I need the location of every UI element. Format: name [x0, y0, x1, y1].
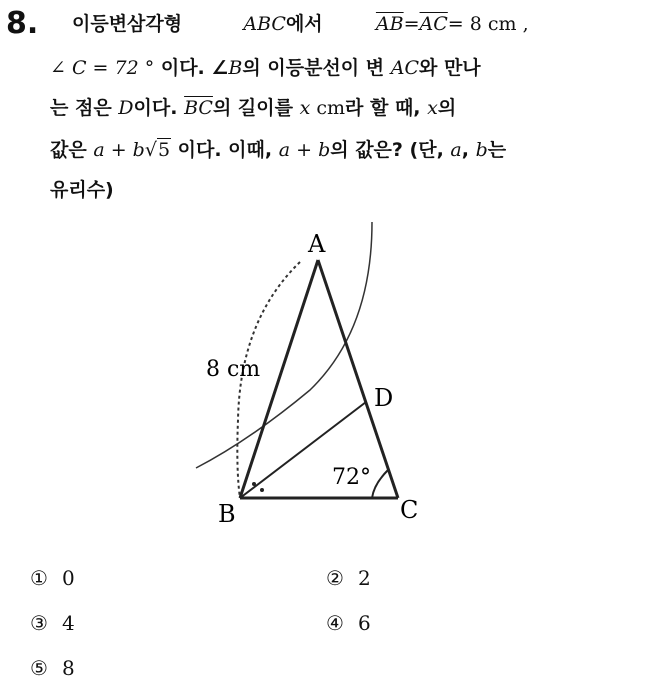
label-c: C: [400, 496, 419, 524]
angle-mark-dot: [252, 482, 256, 486]
label-b: B: [218, 500, 236, 528]
choice-value: 8: [62, 656, 75, 680]
q-math: x: [427, 97, 438, 119]
choice-4[interactable]: [326, 611, 371, 635]
q-text: 에서: [285, 13, 323, 35]
choice-value: 4: [62, 611, 75, 635]
q-text: 이다. 이때,: [171, 139, 279, 161]
q-text: 라 할 때,: [345, 97, 428, 119]
q-math: x: [299, 97, 311, 119]
q-text: 이등변삼각형: [72, 13, 183, 35]
q-math: b: [475, 139, 488, 161]
q-text: 는 점은: [50, 97, 119, 119]
q-math: =: [403, 13, 420, 35]
q-text: 의: [437, 97, 457, 119]
choice-value: 6: [358, 611, 371, 635]
label-side-length: 8 cm: [206, 357, 261, 382]
q-text: 값은: [50, 139, 94, 161]
choice-2[interactable]: [326, 566, 371, 590]
q-text: 의 값은? (단,: [330, 139, 451, 161]
choice-mark: ②: [326, 566, 344, 590]
choice-mark: ④: [326, 611, 344, 635]
q-math-segment-ab: $\overline{AB}$: [375, 13, 404, 35]
angle-arc-c: [372, 470, 388, 498]
choice-5[interactable]: [30, 656, 75, 680]
choice-3[interactable]: [30, 611, 75, 635]
q-math-angle: ∠ C = 72 °: [50, 57, 155, 79]
choice-mark: ③: [30, 611, 48, 635]
choice-value: 0: [62, 566, 75, 590]
q-math: a: [93, 139, 105, 161]
angle-mark-dot: [260, 488, 264, 492]
sqrt-radicand: 5: [157, 139, 171, 161]
q-math: a: [450, 139, 462, 161]
q-text: 유리수): [50, 179, 114, 201]
choice-mark: ①: [30, 566, 48, 590]
q-math: = 8 cm ,: [447, 13, 529, 35]
q-text: 의 이등분선이 변: [242, 57, 391, 79]
q-math: D: [118, 97, 134, 119]
choice-value: 2: [358, 566, 371, 590]
q-math: ABC: [243, 13, 286, 35]
q-math: B: [228, 57, 243, 79]
q-math: cm: [310, 97, 346, 119]
label-angle-c: 72°: [332, 465, 371, 490]
sqrt-sign: √: [144, 139, 157, 161]
label-d: D: [374, 384, 394, 412]
q-math: b: [132, 139, 145, 161]
q-text: 이다. ∠: [154, 57, 229, 79]
q-math: AC: [390, 57, 419, 79]
choice-1[interactable]: [30, 566, 75, 590]
q-text: 의 길이를: [212, 97, 300, 119]
q-math: a: [278, 139, 291, 161]
q-text: 와 만나: [418, 57, 481, 79]
label-a: A: [308, 230, 326, 258]
q-math: b: [318, 139, 331, 161]
choice-mark: ⑤: [30, 656, 48, 680]
q-math: +: [104, 139, 133, 161]
q-math-segment-bc: $\overline{BC}$: [184, 97, 213, 119]
q-text: ,: [461, 139, 476, 161]
question-number: 8.: [6, 6, 39, 41]
q-text: 는: [487, 139, 507, 161]
q-math: +: [290, 139, 319, 161]
side-ac: [318, 260, 398, 498]
q-math-segment-ac: $\overline{AC}$: [419, 13, 448, 35]
q-text: 이다.: [133, 97, 185, 119]
